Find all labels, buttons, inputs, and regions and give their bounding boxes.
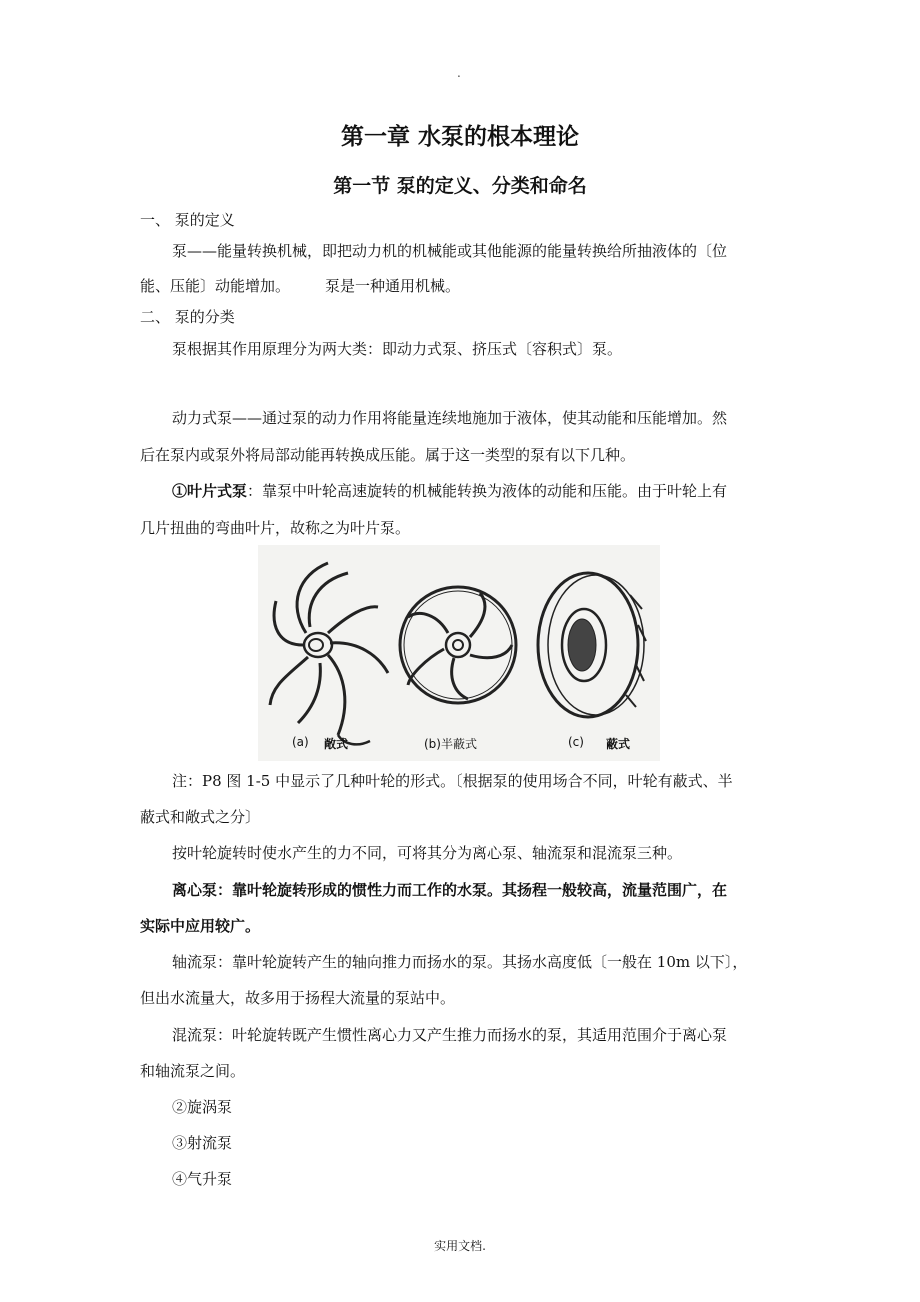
- impeller-figure: [258, 545, 660, 761]
- mixed-flow-line-1: 混流泵：叶轮旋转既产生惯性离心力又产生推力而扬水的泵，其适用范围介于离心泵: [172, 1026, 728, 1044]
- centrifugal-line-2: 实际中应用较广。: [140, 917, 261, 935]
- chapter-title: 第一章 水泵的根本理论: [340, 123, 579, 150]
- definition-line-2b: 泵是一种通用机械。: [325, 277, 461, 295]
- list-item-jet-pump: ③射流泵: [172, 1134, 233, 1152]
- pump-kinds-line: 按叶轮旋转时使水产生的力不同，可将其分为离心泵、轴流泵和混流泵三种。: [172, 844, 683, 862]
- axial-line-2: 但出水流量大，故多用于扬程大流量的泵站中。: [140, 989, 456, 1007]
- caption-a: (a): [292, 735, 309, 749]
- dynamic-pump-line-2: 后在泵内或泵外将局部动能再转换成压能。属于这一类型的泵有以下几种。: [140, 446, 636, 464]
- list-item-vortex-pump: ②旋涡泵: [172, 1098, 233, 1116]
- caption-c: (c): [568, 735, 584, 749]
- note-line-2: 蔽式和敞式之分〕: [140, 808, 261, 826]
- vane-pump-desc: ：靠泵中叶轮高速旋转的机械能转换为液体的动能和压能。由于叶轮上有: [247, 482, 728, 500]
- definition-line-2a: 能、压能〕动能增加。: [140, 277, 291, 295]
- caption-a-label: 敞式: [324, 737, 349, 751]
- classification-line-1: 泵根据其作用原理分为两大类：即动力式泵、挤压式〔容积式〕泵。: [172, 340, 623, 358]
- caption-b: (b)半蔽式: [424, 737, 477, 751]
- section-title: 第一节 泵的定义、分类和命名: [333, 175, 587, 197]
- open-impeller-drawing: [270, 563, 388, 744]
- definition-line-1: 泵——能量转换机械，即把动力机的机械能或其他能源的能量转换给所抽液体的〔位: [172, 242, 728, 260]
- centrifugal-line-1: 离心泵：靠叶轮旋转形成的惯性力而工作的水泵。其扬程一般较高，流量范围广，在: [172, 881, 728, 899]
- list-item-airlift-pump: ④气升泵: [172, 1170, 233, 1188]
- impeller-drawings: [258, 545, 660, 761]
- page-footer: 实用文档.: [434, 1239, 486, 1253]
- closed-impeller-drawing: [538, 573, 646, 717]
- semi-open-impeller-drawing: [400, 587, 516, 703]
- vane-pump-line-2: 几片扭曲的弯曲叶片，故称之为叶片泵。: [140, 519, 411, 537]
- definition-heading: 一、 泵的定义: [140, 211, 235, 229]
- mixed-flow-line-2: 和轴流泵之间。: [140, 1062, 246, 1080]
- header-dot: .: [457, 66, 461, 80]
- caption-c-label: 蔽式: [606, 737, 631, 751]
- dynamic-pump-line-1: 动力式泵——通过泵的动力作用将能量连续地施加于液体，使其动能和压能增加。然: [172, 409, 728, 427]
- classification-heading: 二、 泵的分类: [140, 308, 235, 326]
- axial-line-1: 轴流泵：靠叶轮旋转产生的轴向推力而扬水的泵。其扬水高度低〔一般在 10m 以下〕，: [172, 953, 748, 971]
- note-line-1: 注：P8 图 1-5 中显示了几种叶轮的形式。〔根据泵的使用场合不同，叶轮有蔽式、半: [172, 772, 733, 790]
- vane-pump-line-1: [172, 481, 727, 501]
- vane-pump-term: ①叶片式泵: [172, 482, 248, 500]
